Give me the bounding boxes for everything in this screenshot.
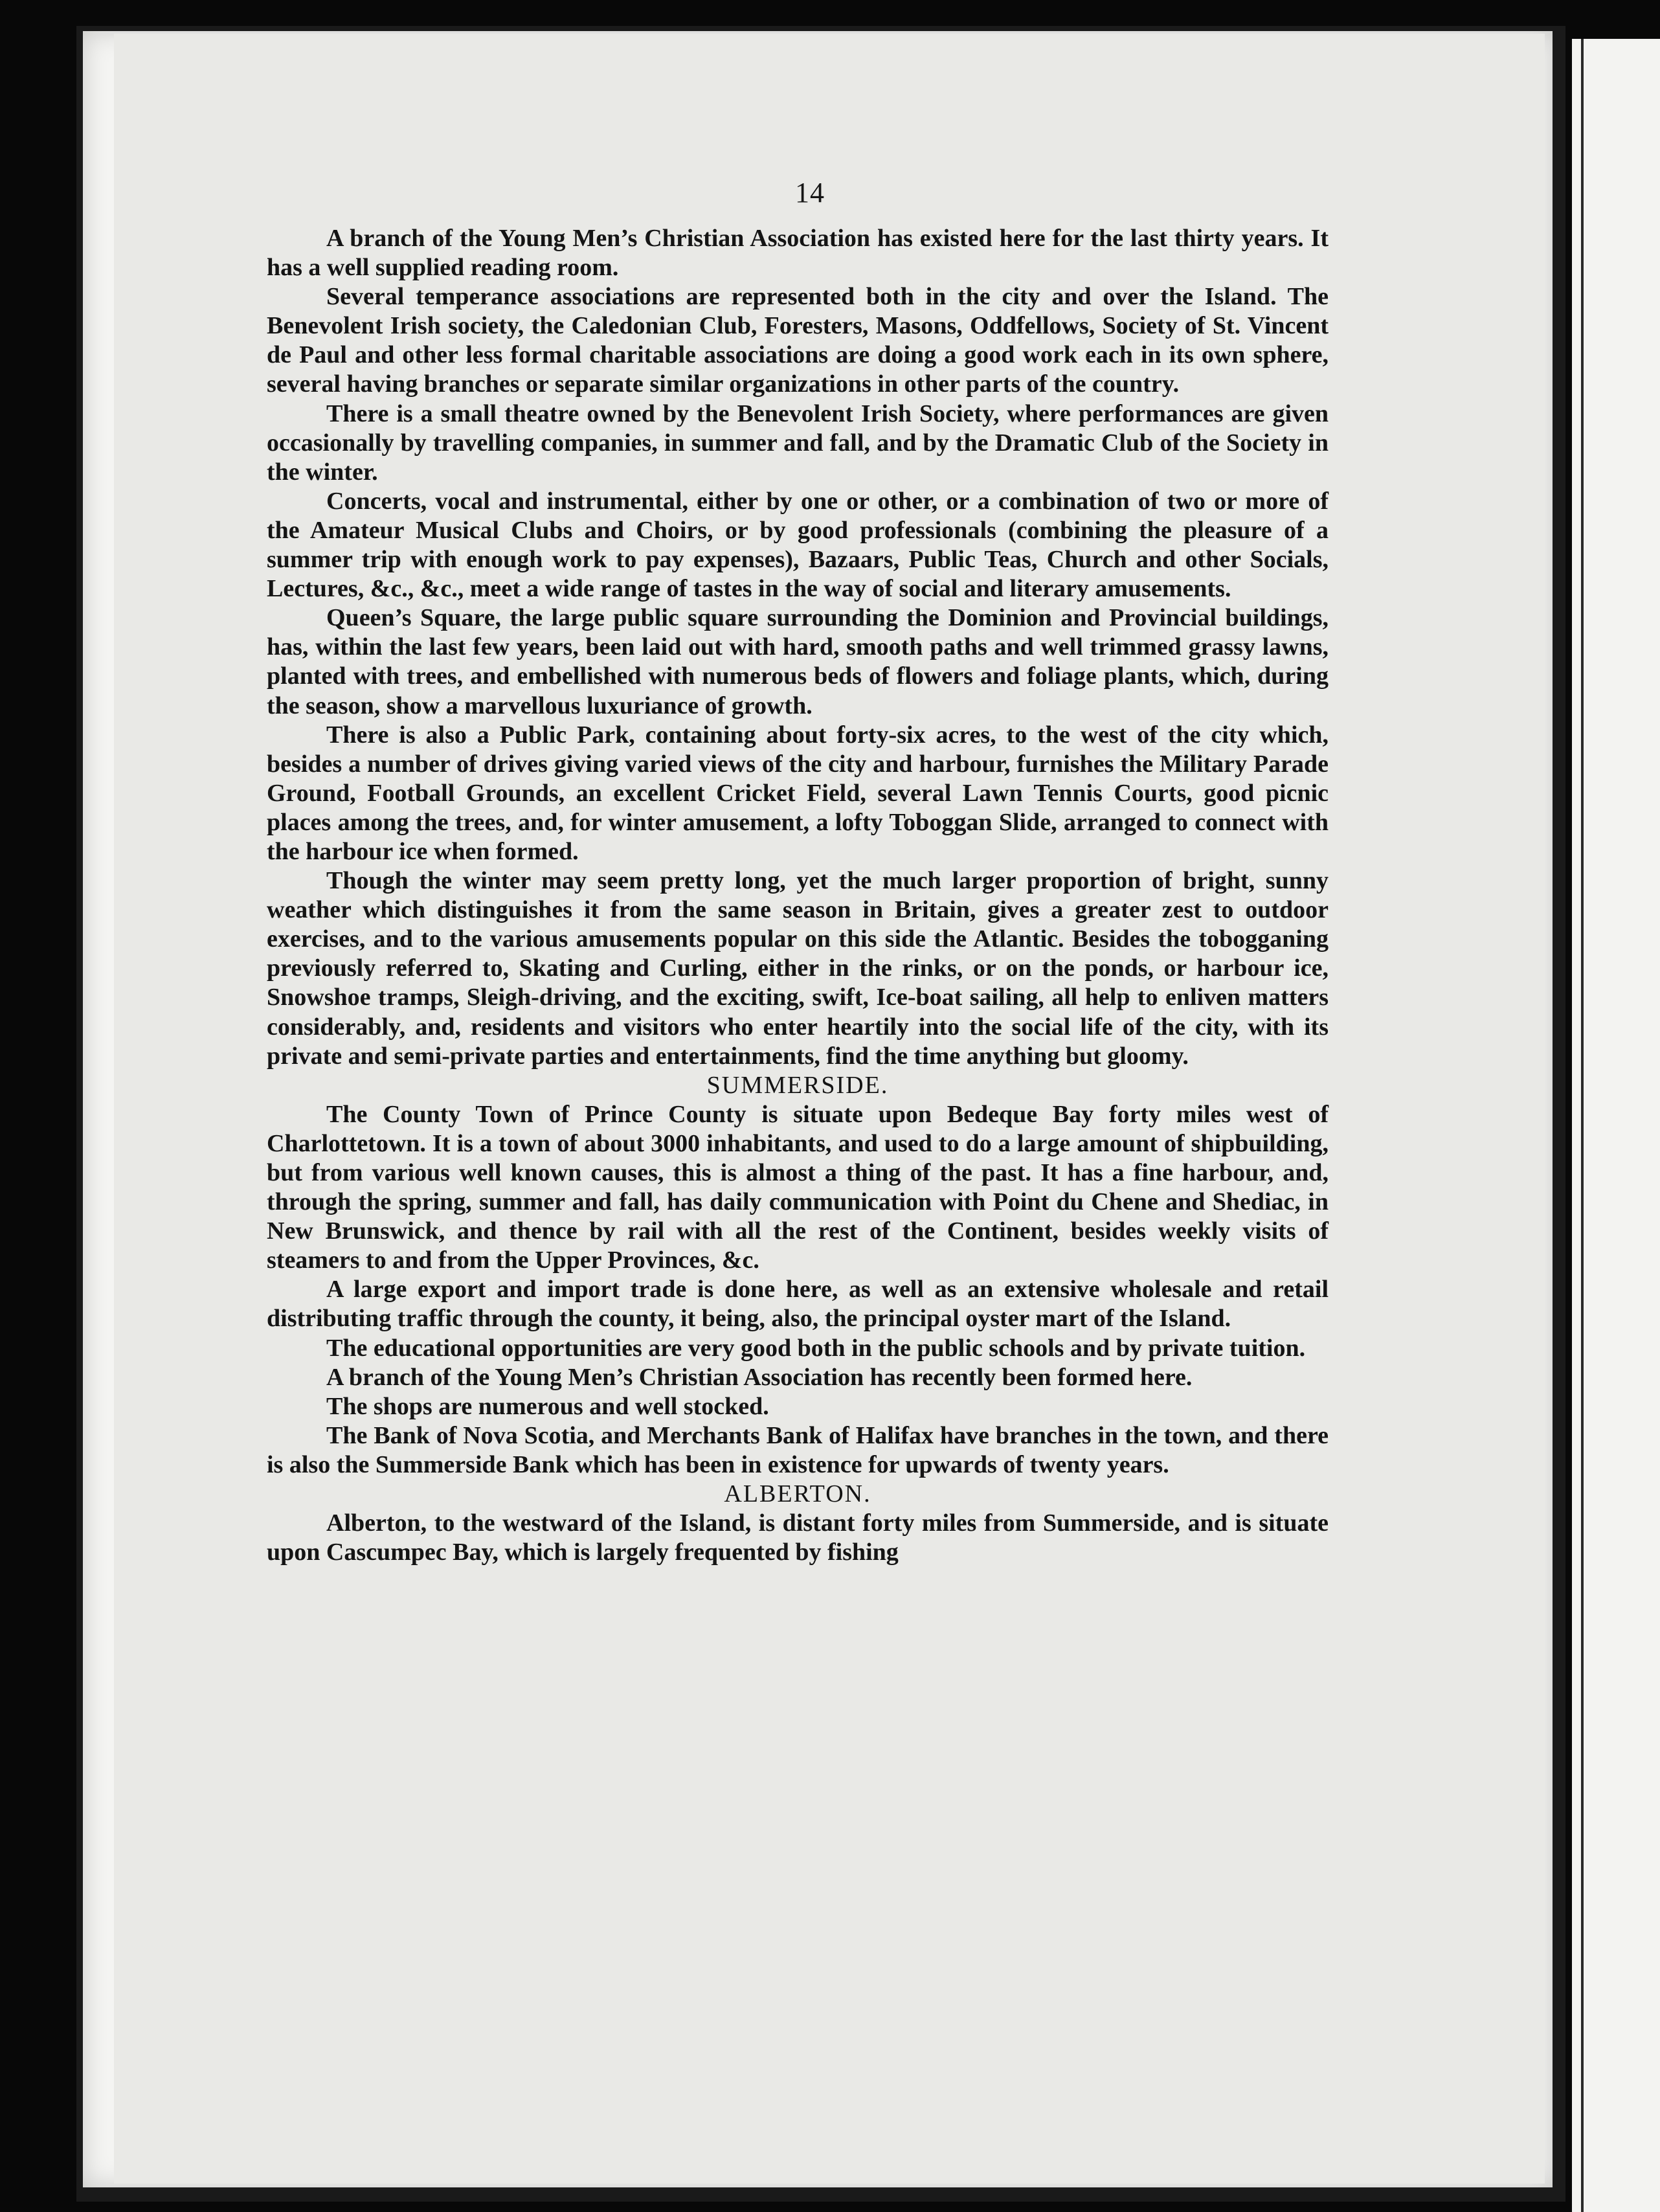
section-heading-summerside: SUMMERSIDE. bbox=[706, 1071, 889, 1099]
paragraph: The Bank of Nova Scotia, and Merchants Bank of Halifax have branches in the town, and there is also the Summerside Bank which has been in existence for upwards of twenty years. bbox=[267, 1421, 1329, 1478]
paragraph: The County Town of Prince County is situate upon Bedeque Bay forty miles west of Charlottetown. It is a town of about 3000 inhabitants, and used to do a large amount of shipbuilding, but from various well known causes, this is almost a thing of the past. It has a fine harbour, and, through the spring, summer and fall, has daily communication with Point du Chene and Shediac, in New Brunswick, and thence by rail with all the rest of the Continent, besides weekly visits of steamers to and from the Upper Provinces, &c. bbox=[267, 1100, 1329, 1274]
paragraph: Concerts, vocal and instrumental, either by one or other, or a combination of two or more of the Amateur Musical Clubs and Choirs, or by good professionals (combining the pleasure of a summer trip with enough work to pay expenses), Bazaars, Public Teas, Church and other Socials, Lectures, &c., &c., meet a wide range of tastes in the way of social and literary amusements. bbox=[267, 487, 1329, 603]
paragraph: Queen’s Square, the large public square surrounding the Dominion and Provincial buildings, has, within the last few years, been laid out with hard, smooth paths and well trimmed grassy lawns, planted with trees, and embellished with numerous beds of flowers and foliage plants, which, during the season, show a marvellous luxuriance of growth. bbox=[267, 604, 1329, 719]
paragraph: The shops are numerous and well stocked. bbox=[326, 1392, 769, 1420]
body-text bbox=[267, 224, 1329, 1567]
paragraph: A branch of the Young Men’s Christian Association has recently been formed here. bbox=[326, 1363, 1193, 1391]
adjacent-page-edge bbox=[1572, 39, 1660, 2212]
paragraph: A branch of the Young Men’s Christian Association has existed here for the last thirty years. It has a well supplied reading room. bbox=[267, 225, 1329, 282]
paragraph: There is also a Public Park, containing about forty-six acres, to the west of the city which, besides a number of drives giving varied views of the city and harbour, furnishes the Military Parade Ground, Football Grounds, an excellent Cricket Field, several Lawn Tennis Courts, good picnic places among the trees, and, for winter amusement, a lofty Toboggan Slide, arranged to connect with the harbour ice when formed. bbox=[267, 721, 1329, 865]
paragraph: The educational opportunities are very good both in the public schools and by private tuition. bbox=[326, 1334, 1306, 1362]
paragraph: There is a small theatre owned by the Benevolent Irish Society, where performances are given occasionally by travelling companies, in summer and fall, and by the Dramatic Club of the Society in the winter. bbox=[267, 400, 1329, 486]
page-number: 14 bbox=[795, 177, 825, 209]
paragraph: Alberton, to the westward of the Island, is distant forty miles from Summerside, and is situate upon Cascumpec Bay, which is largely frequented by fishing bbox=[267, 1509, 1329, 1566]
section-heading-alberton: ALBERTON. bbox=[724, 1480, 871, 1508]
paragraph: Several temperance associations are represented both in the city and over the Island. The Benevolent Irish society, the Caledonian Club, Foresters, Masons, Oddfellows, Society of St. Vincent de Paul and other less formal charitable associations are doing a good work each in its own sphere, several having branches or separate similar organizations in other parts of the country. bbox=[267, 283, 1329, 398]
paragraph: Though the winter may seem pretty long, yet the much larger proportion of bright, sunny weather which distinguishes it from the same season in Britain, gives a greater zest to outdoor exercises, and to the various amusements popular on this side the Atlantic. Besides the tobogganing previously referred to, Skating and Curling, either in the rinks, or on the ponds, or harbour ice, Snowshoe tramps, Sleigh-driving, and the exciting, swift, Ice-boat sailing, all help to enliven matters considerably, and, residents and visitors who enter heartily into the social life of the city, with its private and semi-private parties and entertainments, find the time anything but gloomy. bbox=[267, 867, 1329, 1070]
adjacent-page-shadow bbox=[1581, 39, 1584, 2212]
paragraph: A large export and import trade is done here, as well as an extensive wholesale and retail distributing traffic through the county, it being, also, the principal oyster mart of the Island. bbox=[267, 1276, 1329, 1333]
